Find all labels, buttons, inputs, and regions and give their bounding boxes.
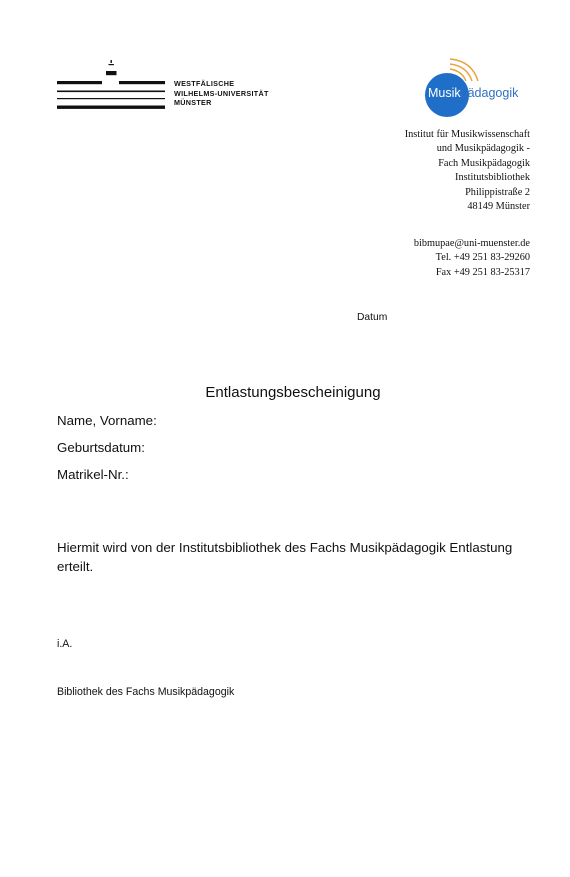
musikpaedagogik-wordmark xyxy=(428,86,518,100)
university-emblem-icon xyxy=(57,60,172,114)
university-name-line2: WILHELMS-UNIVERSITÄT xyxy=(174,88,269,98)
university-name-line3: MÜNSTER xyxy=(174,98,212,108)
institute-address xyxy=(405,128,530,214)
address-line: 48149 Münster xyxy=(467,201,530,213)
signature-library: Bibliothek des Fachs Musikpädagogik xyxy=(57,686,235,698)
phone-number: Tel. +49 251 83-29260 xyxy=(435,252,530,264)
address-line: Fach Musikpädagogik xyxy=(438,157,530,169)
musikpaedagogik-logo xyxy=(420,55,535,119)
date-label: Datum xyxy=(357,312,388,323)
university-logo xyxy=(57,60,287,114)
birthdate-field-label: Geburtsdatum: xyxy=(57,440,145,455)
address-line: Institut für Musikwissenschaft xyxy=(404,129,530,140)
clearance-statement: Hiermit wird von der Institutsbibliothek des Fachs Musikpädagogik Entlastung erteilt. xyxy=(57,540,513,574)
address-line: Institutsbibliothek xyxy=(455,172,530,184)
address-line: und Musikpädagogik - xyxy=(436,143,530,155)
wordmark-part-musik: Musik xyxy=(428,86,461,100)
university-name xyxy=(174,79,269,108)
university-name-line1: WESTFÄLISCHE xyxy=(174,79,235,88)
wordmark-part-paedagogik: pädagogik xyxy=(460,86,519,100)
fax-number: Fax +49 251 83-25317 xyxy=(435,266,530,278)
matriculation-field-label: Matrikel-Nr.: xyxy=(57,467,129,482)
signature-ia: i.A. xyxy=(57,638,73,650)
address-line: Philippistraße 2 xyxy=(465,186,530,198)
name-field-label: Name, Vorname: xyxy=(57,413,157,428)
contact-block xyxy=(414,237,530,280)
document-title: Entlastungsbescheinigung xyxy=(205,384,381,401)
email-address: bibmupae@uni-muenster.de xyxy=(413,238,530,249)
